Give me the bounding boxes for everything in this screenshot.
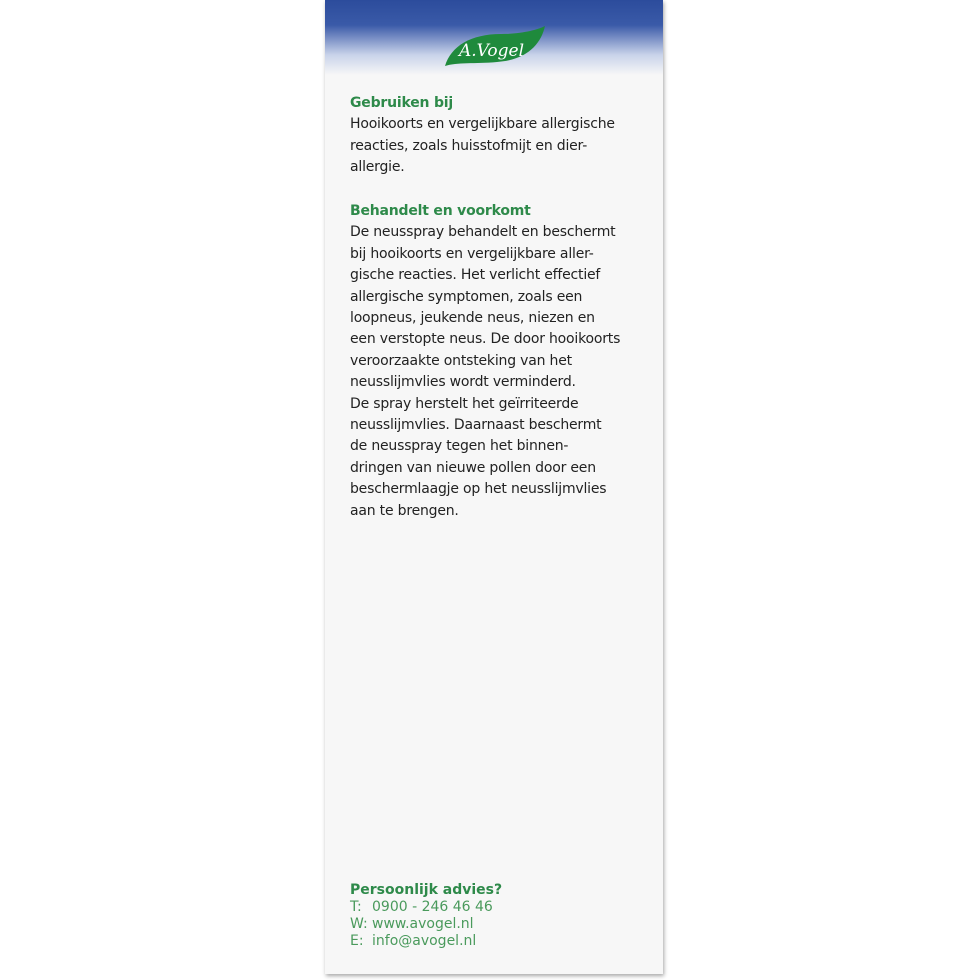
svg-text:A.Vogel: A.Vogel [459, 41, 525, 61]
avogel-logo [441, 26, 547, 68]
section-treats [350, 201, 620, 522]
text-line: De spray herstelt het geïrriteerde [350, 395, 579, 412]
website: www.avogel.nl [372, 916, 474, 932]
text-line: aan te brengen. [350, 502, 459, 519]
section-uses [350, 93, 615, 179]
text-line: neusslijmvlies. Daarnaast beschermt [350, 417, 602, 434]
text-line: bij hooikoorts en vergelijkbare aller- [350, 245, 594, 262]
text-line: allergie. [350, 159, 405, 176]
email-label: E: [350, 933, 364, 949]
text-line: Hooikoorts en vergelijkbare allergische [350, 116, 615, 133]
text-line: allergische symptomen, zoals een [350, 288, 583, 305]
package-panel [325, 0, 663, 974]
web-label: W: [350, 916, 368, 932]
phone-number: 0900 - 246 46 46 [372, 899, 493, 915]
section-uses-heading: Gebruiken bij [350, 95, 453, 111]
text-line: gische reacties. Het verlicht effectief [350, 267, 601, 284]
text-line: een verstopte neus. De door hooikoorts [350, 331, 621, 348]
text-line: de neusspray tegen het binnen- [350, 438, 569, 455]
contact-heading: Persoonlijk advies? [350, 882, 503, 898]
contact-block [350, 882, 502, 950]
text-line: reacties, zoals huisstofmijt en dier- [350, 137, 588, 154]
text-line: veroorzaakte ontsteking van het [350, 352, 572, 369]
text-line: dringen van nieuwe pollen door een [350, 459, 596, 476]
phone-label: T: [350, 899, 362, 915]
text-line: loopneus, jeukende neus, niezen en [350, 310, 595, 327]
text-line: De neusspray behandelt en beschermt [350, 224, 616, 241]
text-line: beschermlaagje op het neusslijmvlies [350, 481, 607, 498]
section-treats-heading: Behandelt en voorkomt [350, 203, 531, 219]
text-line: neusslijmvlies wordt verminderd. [350, 374, 576, 391]
email: info@avogel.nl [372, 933, 477, 949]
